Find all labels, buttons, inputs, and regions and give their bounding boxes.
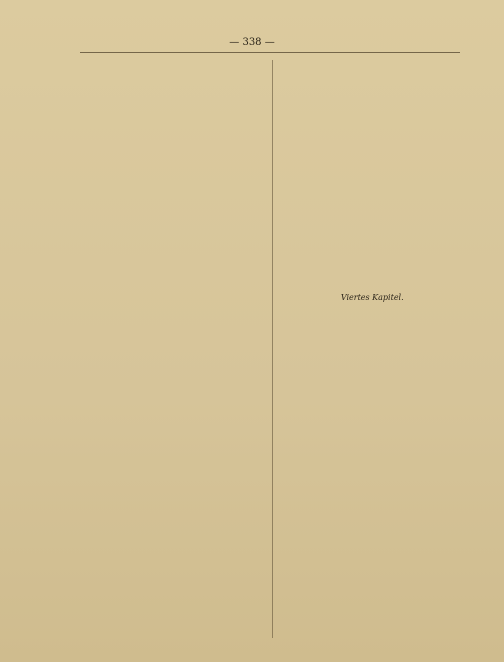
page-number: — 338 — [229, 37, 275, 48]
page-header [0, 36, 504, 54]
column-divider [272, 60, 273, 638]
two-column-body [82, 60, 462, 638]
left-column-text [82, 60, 262, 638]
header-rule [80, 52, 460, 53]
section-heading: Viertes Kapitel. [340, 293, 404, 302]
right-column-upper-text [283, 60, 463, 288]
left-column [82, 60, 262, 638]
right-column-lower-text [283, 308, 463, 638]
right-column [283, 60, 463, 638]
